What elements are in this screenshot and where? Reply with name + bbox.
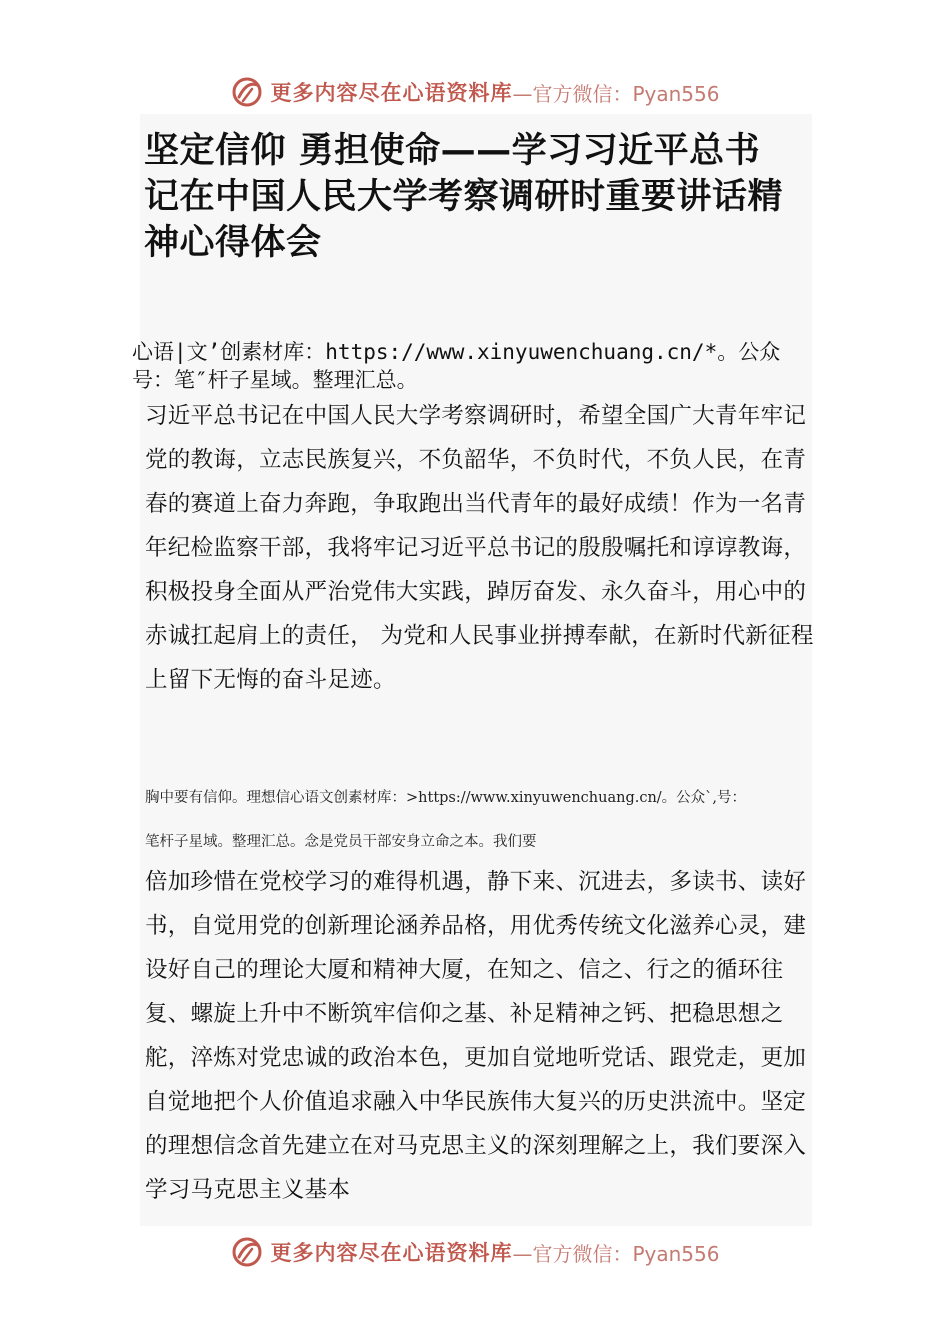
paragraph-1: 习近平总书记在中国人民大学考察调研时，希望全国广大青年牢记党的教诲，立志民族复兴，不负韶华，不负时代，不负人民，在青春的赛道上奋力奔跑，争取跑出当代青年的最好成绩！作为一名青年纪检监察干部，我将牢记习近平总书记的殷殷嘱托和谆谆教诲，积极投身全面从严治党伟大实践，踔厉奋发、永久奋斗，用心中的赤诚扛起肩上的责任， 为党和人民事业拼搏奉献，在新时代新征程上留下无悔的奋斗足迹。 bbox=[145, 403, 814, 693]
banner-wechat-text: —官方微信：Pyan556 bbox=[512, 1241, 720, 1266]
paragraph-2: 倍加珍惜在党校学习的难得机遇，静下来、沉进去，多读书、读好书，自觉用党的创新理论涵养品格，用优秀传统文化滋养心灵，建设好自己的理论大厦和精神大厦，在知之、信之、行之的循环往复、螺旋上升中不断筑牢信仰之基、补足精神之钙、把稳思想之舵，淬炼对党忠诚的政治本色，更加自觉地听党话、跟党走，更加自觉地把个人价值追求融入中华民族伟大复兴的历史洪流中。坚定的理想信念首先建立在对马克思主义的深刻理解之上，我们要深入学习马克思主义基本 bbox=[145, 869, 807, 1203]
document-title: 坚定信仰 勇担使命——学习习近平总书记在中国人民大学考察调研时重要讲话精神心得体会 bbox=[144, 131, 784, 263]
small-text-line-1: 胸中要有信仰。理想信心语文创素材库：>https://www.xinyuwenchuang.cn/。公众`,号： bbox=[145, 790, 747, 806]
header-banner bbox=[0, 72, 950, 112]
source-note: 心语|文’创素材库：https://www.xinyuwenchuang.cn/*。公众号：笔″杆子星域。整理汇总。 bbox=[132, 340, 781, 392]
brand-logo-icon bbox=[230, 75, 264, 109]
brand-logo-icon bbox=[230, 1235, 264, 1269]
small-text-line-2: 笔杆子星域。整理汇总。念是党员干部安身立命之本。我们要 bbox=[145, 834, 537, 850]
footer-banner bbox=[0, 1232, 950, 1272]
banner-wechat-text: —官方微信：Pyan556 bbox=[512, 81, 720, 106]
banner-main-text: 更多内容尽在心语资料库 bbox=[270, 1240, 513, 1265]
banner-main-text: 更多内容尽在心语资料库 bbox=[270, 80, 513, 105]
